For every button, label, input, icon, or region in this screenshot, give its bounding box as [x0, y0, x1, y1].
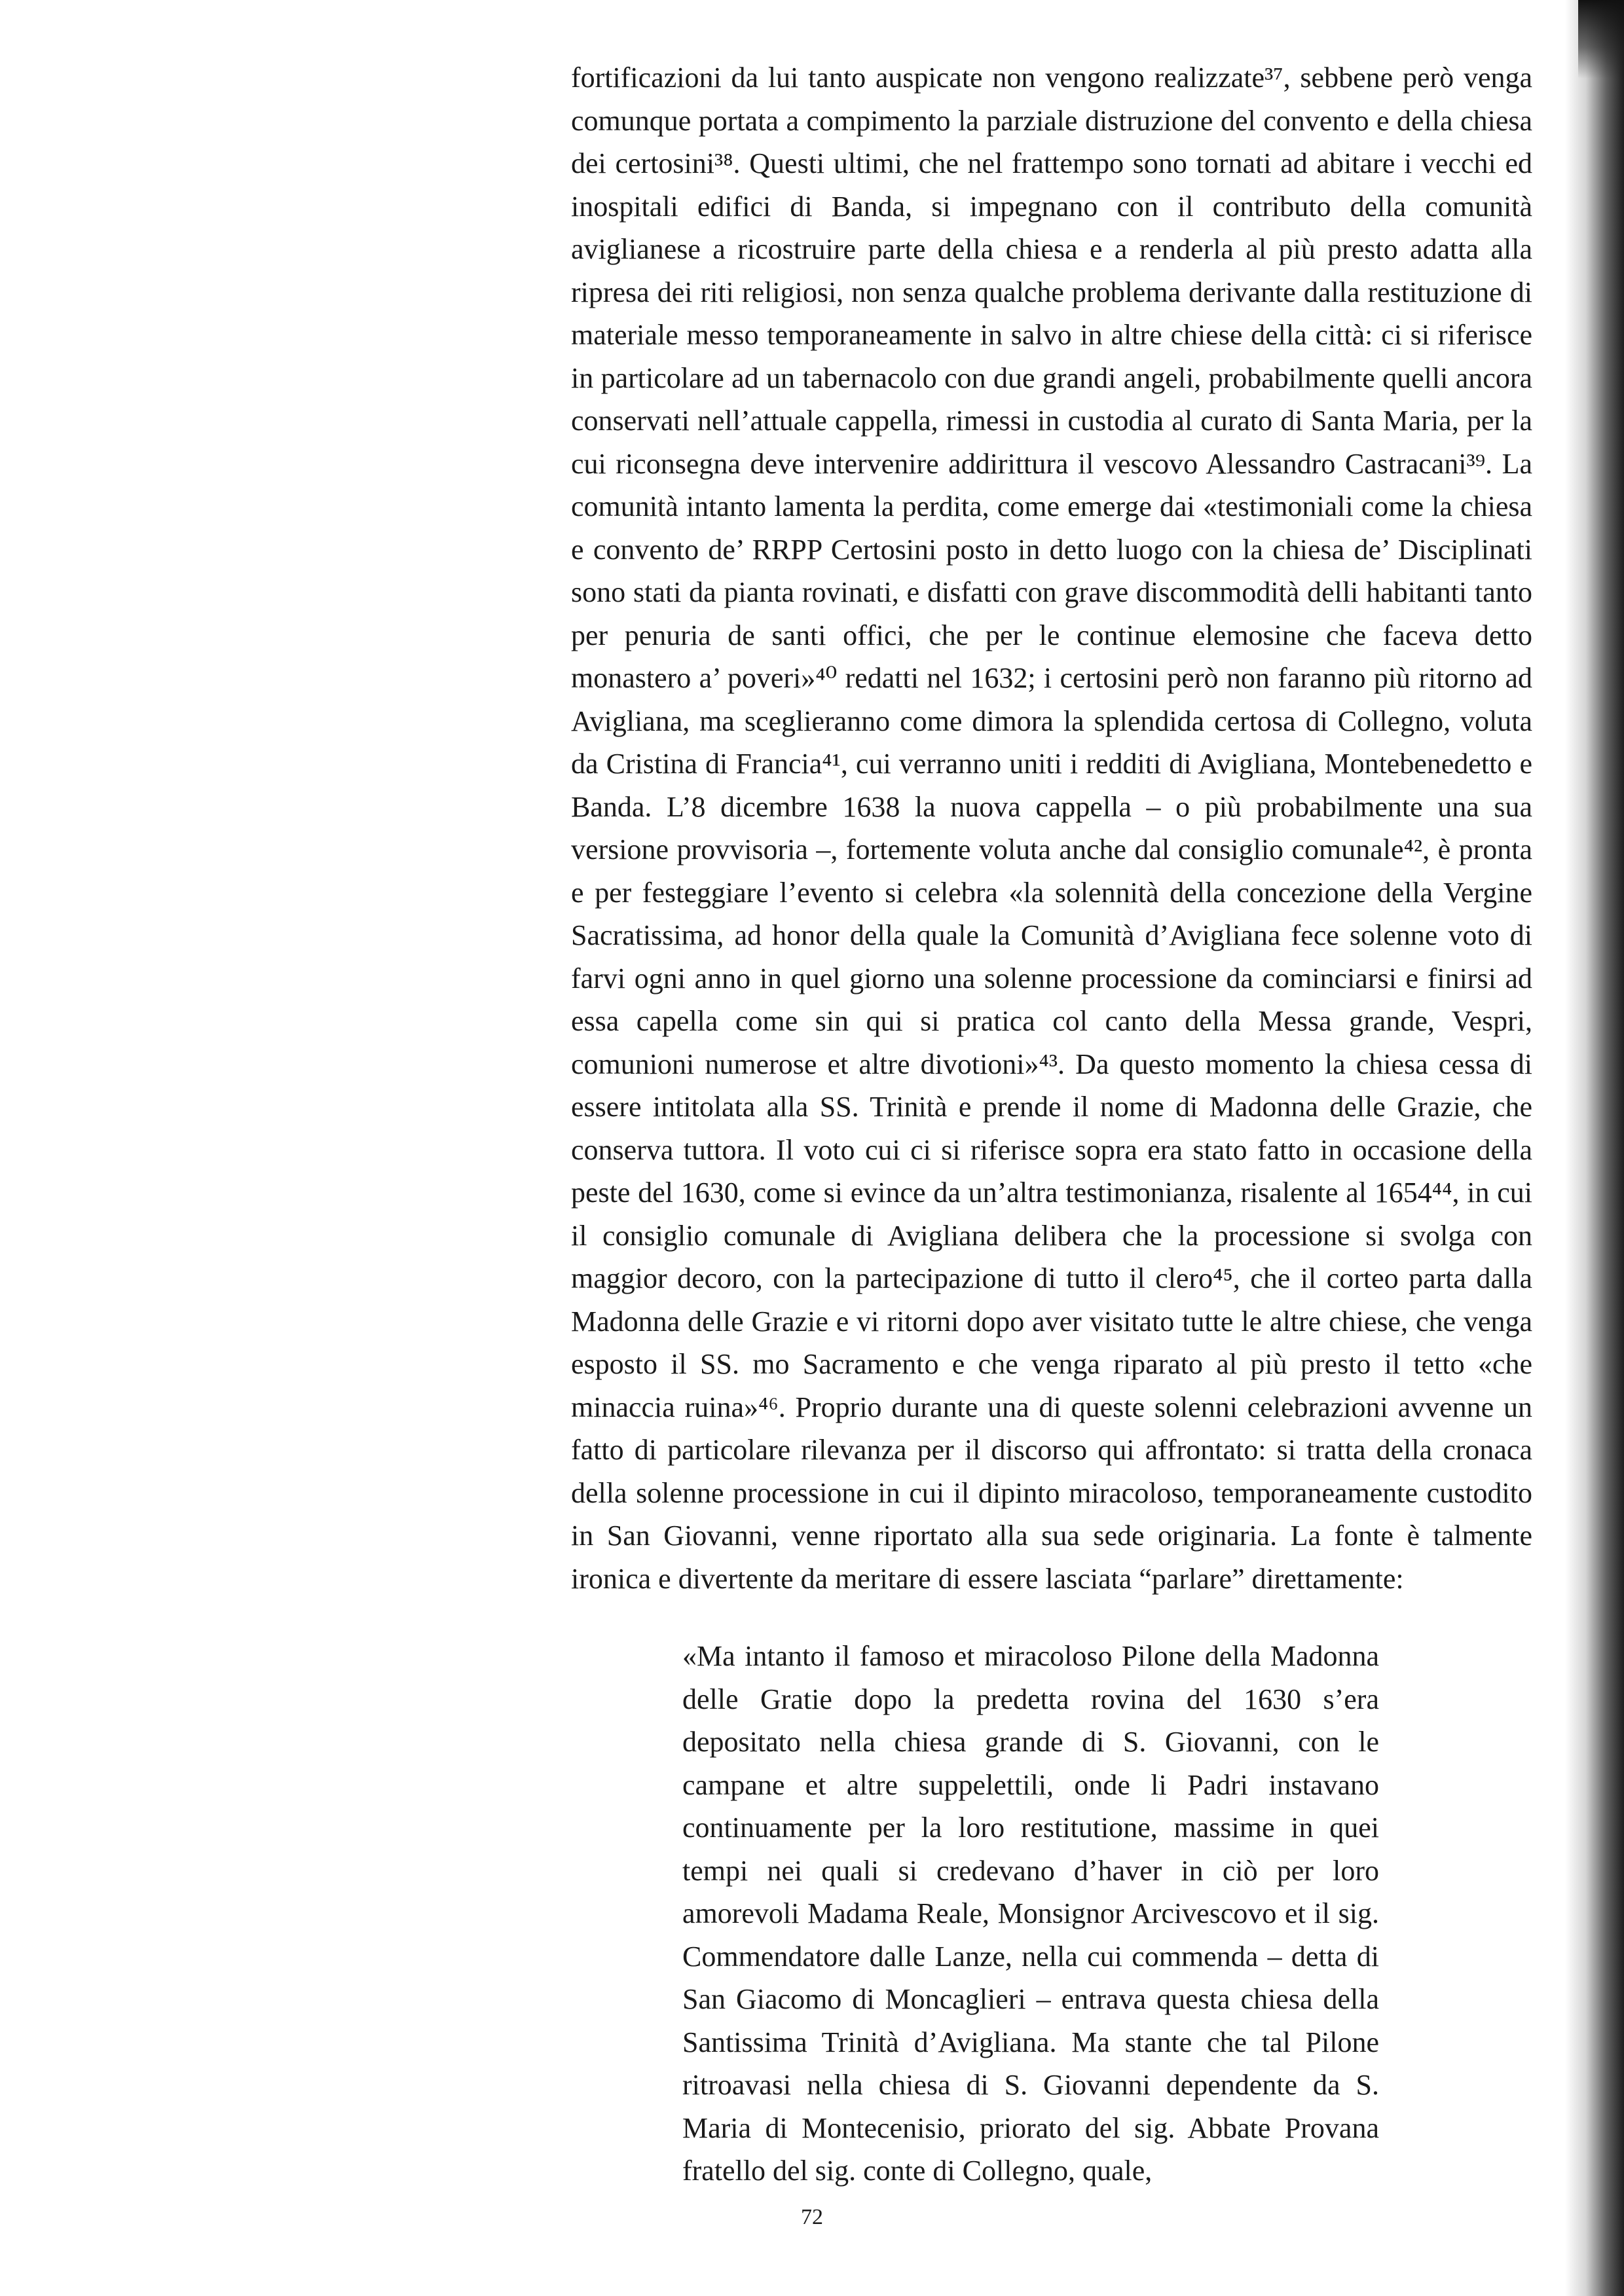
quote-paragraph: «Ma intanto il famoso et miracoloso Pilone della Madonna delle Gratie dopo la predetta rovina del 1630 s’era depositato nella chiesa grande di S. Giovanni, con le campane et altre suppelettili, onde li Padri instavano continuamente per la loro restitutione, massime in quei tempi nei quali si credevano d’haver in ciò per loro amorevoli Madama Reale, Monsignor Arcivescovo et il sig. Commendatore dalle Lanze, nella cui commenda – detta di San Giacomo di Moncaglieri – entrava questa chiesa della Santissima Trinità d’Avigliana. Ma stante che tal Pilone ritroavasi nella chiesa di S. Giovanni dependente da S. Maria di Montecenisio, priorato del sig. Abbate Provana fratello del sig. conte di Collegno, quale,	[682, 1640, 1379, 2187]
binding-shadow-top	[1578, 0, 1624, 79]
body-text-block	[571, 56, 1532, 1600]
block-quote	[682, 1635, 1379, 2193]
page-number: 72	[801, 2205, 823, 2229]
binding-shadow	[1565, 0, 1624, 2296]
body-paragraph: fortificazioni da lui tanto auspicate non vengono realizzate³⁷, sebbene però venga comunque portata a compimento la parziale distruzione del convento e della chiesa dei certosini³⁸. Questi ultimi, che nel frattempo sono tornati ad abitare i vecchi ed inospitali edifici di Banda, si impegnano con il contributo della comunità aviglianese a ricostruire parte della chiesa e a renderla al più presto adatta alla ripresa dei riti religiosi, non senza qualche problema derivante dalla restituzione di materiale messo temporaneamente in salvo in altre chiese della città: ci si riferisce in particolare ad un tabernacolo con due grandi angeli, probabilmente quelli ancora conservati nell’attuale cappella, rimessi in custodia al curato di Santa Maria, per la cui riconsegna deve intervenire addirittura il vescovo Alessandro Castracani³⁹. La comunità intanto lamenta la perdita, come emerge dai «testimoniali come la chiesa e convento de’ RRPP Certosini posto in detto luogo con la chiesa de’ Disciplinati sono stati da pianta rovinati, e disfatti con grave discommodità delli habitanti tanto per penuria de santi offici, che per le continue elemosine che faceva detto monastero a’ poveri»⁴⁰ redatti nel 1632; i certosini però non faranno più ritorno ad Avigliana, ma sceglieranno come dimora la splendida certosa di Collegno, voluta da Cristina di Francia⁴¹, cui verranno uniti i redditi di Avigliana, Montebenedetto e Banda. L’8 dicembre 1638 la nuova cappella – o più probabilmente una sua versione provvisoria –, fortemente voluta anche dal consiglio comunale⁴², è pronta e per festeggiare l’evento si celebra «la solennità della concezione della Vergine Sacratissima, ad honor della quale la Comunità d’Avigliana fece solenne voto di farvi ogni anno in quel giorno una solenne processione da cominciarsi e finirsi ad essa capella come sin qui si pratica col canto della Messa grande, Vespri, comunioni numerose et altre divotioni»⁴³. Da questo momento la chiesa cessa di essere intitolata alla SS. Trinità e prende il nome di Madonna delle Grazie, che conserva tuttora. Il voto cui ci si riferisce sopra era stato fatto in occasione della peste del 1630, come si evince da un’altra testimonianza, risalente al 1654⁴⁴, in cui il consiglio comunale di Avigliana delibera che la processione si svolga con maggior decoro, con la partecipazione di tutto il clero⁴⁵, che il corteo parta dalla Madonna delle Grazie e vi ritorni dopo aver visitato tutte le altre chiese, che venga esposto il SS. mo Sacramento e che venga riparato al più presto il tetto «che minaccia ruina»⁴⁶. Proprio durante una di queste solenni celebrazioni avvenne un fatto di particolare rilevanza per il discorso qui affrontato: si tratta della cronaca della solenne processione in cui il dipinto miracoloso, temporaneamente custodito in San Giovanni, venne riportato alla sua sede originaria. La fonte è talmente ironica e divertente da meritare di essere lasciata “parlare” direttamente:	[571, 62, 1532, 1595]
